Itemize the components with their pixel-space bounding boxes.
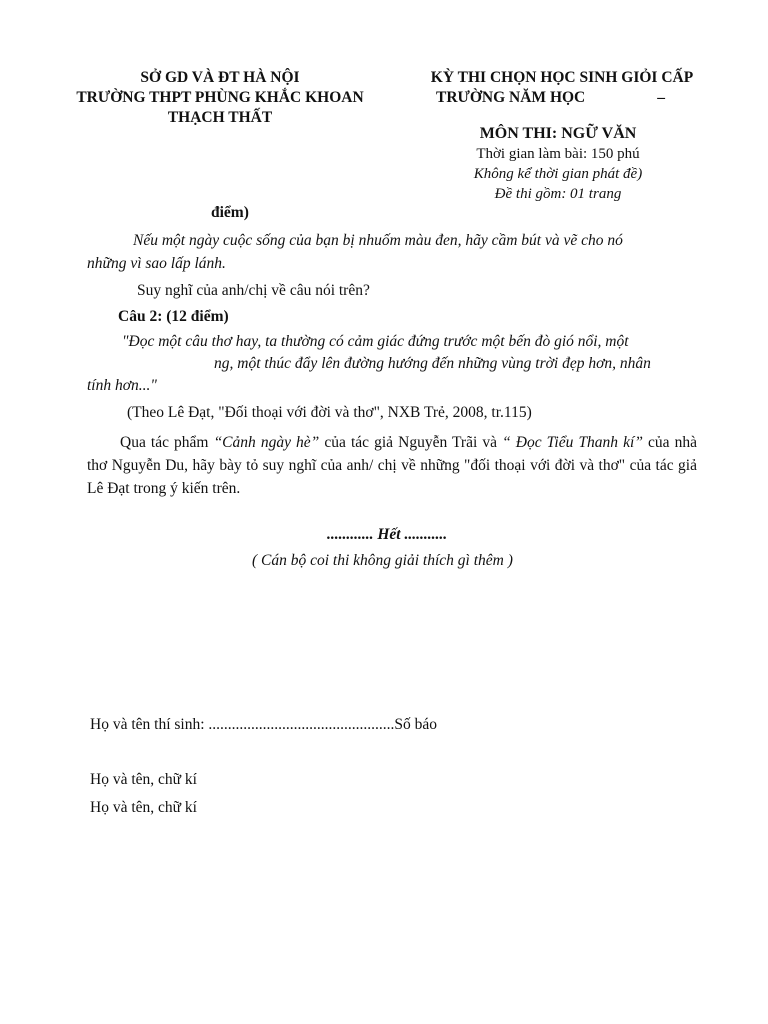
exam-level: TRƯỜNG NĂM HỌC [436,89,586,106]
proctor2-signature-line: Họ và tên, chữ kí [90,799,197,816]
question2-title: Câu 2: (12 điểm) [118,308,229,325]
year-dash: – [657,89,665,106]
question2-quote-line3: tính hơn..." [87,377,157,394]
question1-prompt: Suy nghĩ của anh/chị về câu nói trên? [137,282,370,299]
exam-title: KỲ THI CHỌN HỌC SINH GIỎI CẤP [430,69,694,86]
question1-points: điểm) [211,204,249,221]
end-mark: ............ Hết ........... [327,526,448,543]
exam-duration-note: Không kể thời gian phát đề) [473,166,643,182]
task-work-2: “ Đọc Tiểu Thanh kí” [502,434,643,451]
task-work-1: “Cảnh ngày hè” [213,434,320,451]
task-text-2: của tác giả Nguyễn Trãi và [319,434,503,451]
proctor-note: ( Cán bộ coi thi không giải thích gì thêm ) [252,552,513,569]
exam-meta [458,124,658,204]
exam-subject: MÔN THI: NGỮ VĂN [479,125,637,142]
task-text-3: của nhà thơ Nguyễn Du, hãy bày tỏ suy nghĩ của anh/ chị về những "đối thoại với đời và thơ" của tác giả Lê Đạt trong ý kiến trên. [87,434,697,497]
department-name: SỞ GD VÀ ĐT HÀ NỘI [140,69,300,86]
exam-duration: Thời gian làm bài: 150 phú [476,146,640,162]
school-location: THẠCH THẤT [167,109,273,126]
exam-header [412,68,712,108]
question1-quote-line2: những vì sao lấp lánh. [87,255,226,272]
school-header [60,68,380,128]
exam-year-line [412,88,712,108]
question2-source: (Theo Lê Đạt, "Đối thoại với đời và thơ", NXB Trẻ, 2008, tr.115) [127,404,532,421]
exam-page-count: Đề thi gồm: 01 trang [494,186,622,202]
question2-quote-line2: ng, một thúc đẩy lên đường hướng đến những vùng trời đẹp hơn, nhân [214,355,651,372]
proctor1-signature-line: Họ và tên, chữ kí [90,771,197,788]
candidate-name-line: Họ và tên thí sinh: ................................................Số báo [90,716,438,733]
question2-task [87,431,697,500]
task-text-1: Qua tác phẩm [120,434,214,451]
question1-quote-line1: Nếu một ngày cuộc sống của bạn bị nhuốm màu đen, hãy cầm bút và vẽ cho nó [133,232,623,249]
question2-quote-line1: "Đọc một câu thơ hay, ta thường có cảm giác đứng trước một bến đò gió nổi, một [122,333,629,350]
school-name: TRƯỜNG THPT PHÙNG KHẮC KHOAN [76,89,364,106]
